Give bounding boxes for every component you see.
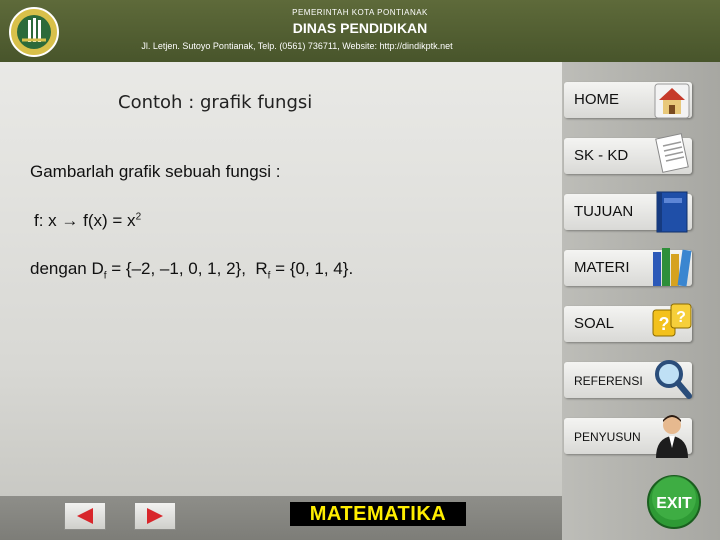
slide-title: Contoh : grafik fungsi: [118, 92, 313, 113]
menu-referensi-label: REFERENSI: [574, 374, 643, 388]
arrow-left-icon: [65, 503, 105, 529]
header-bar: [0, 0, 720, 62]
person-icon: [651, 412, 693, 460]
document-icon: [651, 132, 693, 180]
menu-tujuan-label: TUJUAN: [574, 203, 634, 220]
range-subscript: f: [267, 270, 271, 282]
menu-tujuan-button[interactable]: [564, 194, 692, 230]
arrow-right-icon: [135, 503, 175, 529]
domain-range-text: [30, 259, 353, 281]
navigation-panel: [562, 62, 720, 540]
menu-materi-button[interactable]: [564, 250, 692, 286]
range-value: = {0, 1, 4}.: [270, 259, 354, 278]
function-prefix: f: x: [34, 211, 57, 230]
menu-sk-kd-button[interactable]: [564, 138, 692, 174]
books-icon: [651, 244, 693, 292]
domain-subscript: f: [103, 270, 107, 282]
maps-to-symbol: →: [61, 211, 79, 230]
header-title: DINAS PENDIDIKAN: [292, 20, 428, 36]
menu-sk-kd-label: SK - KD: [574, 147, 629, 164]
menu-soal-button[interactable]: [564, 306, 692, 342]
exit-icon[interactable]: [646, 474, 702, 530]
subject-label: MATEMATIKA: [290, 502, 466, 526]
header-address: Jl. Letjen. Sutoyo Pontianak, Telp. (0561) 736711, Website: http://dindikptk.net: [141, 41, 453, 51]
function-exponent: 2: [135, 211, 142, 223]
magnifier-icon: [651, 356, 693, 404]
menu-soal-label: SOAL: [574, 315, 615, 332]
menu-home-button[interactable]: [564, 82, 692, 118]
home-icon: [651, 76, 693, 124]
book-icon: [651, 188, 693, 236]
question-icon: [651, 300, 693, 348]
instruction-text: Gambarlah grafik sebuah fungsi :: [30, 162, 281, 181]
menu-home-label: HOME: [574, 91, 619, 108]
domain-prefix: dengan D: [30, 259, 104, 278]
menu-penyusun-label: PENYUSUN: [574, 430, 641, 444]
next-slide-button[interactable]: [134, 502, 176, 530]
range-prefix: R: [255, 259, 268, 278]
menu-referensi-button[interactable]: [564, 362, 692, 398]
header-government-label: PEMERINTAH KOTA PONTIANAK: [292, 8, 428, 17]
svg-text:?: ?: [658, 314, 670, 334]
menu-penyusun-button[interactable]: [564, 418, 692, 454]
function-formula: f(x) = x: [83, 211, 136, 230]
previous-slide-button[interactable]: [64, 502, 106, 530]
svg-text:?: ?: [676, 309, 686, 326]
domain-value: = {–2, –1, 0, 1, 2},: [106, 259, 246, 278]
menu-materi-label: MATERI: [574, 259, 630, 276]
exit-label: EXIT: [656, 495, 692, 512]
function-definition: [34, 211, 141, 231]
